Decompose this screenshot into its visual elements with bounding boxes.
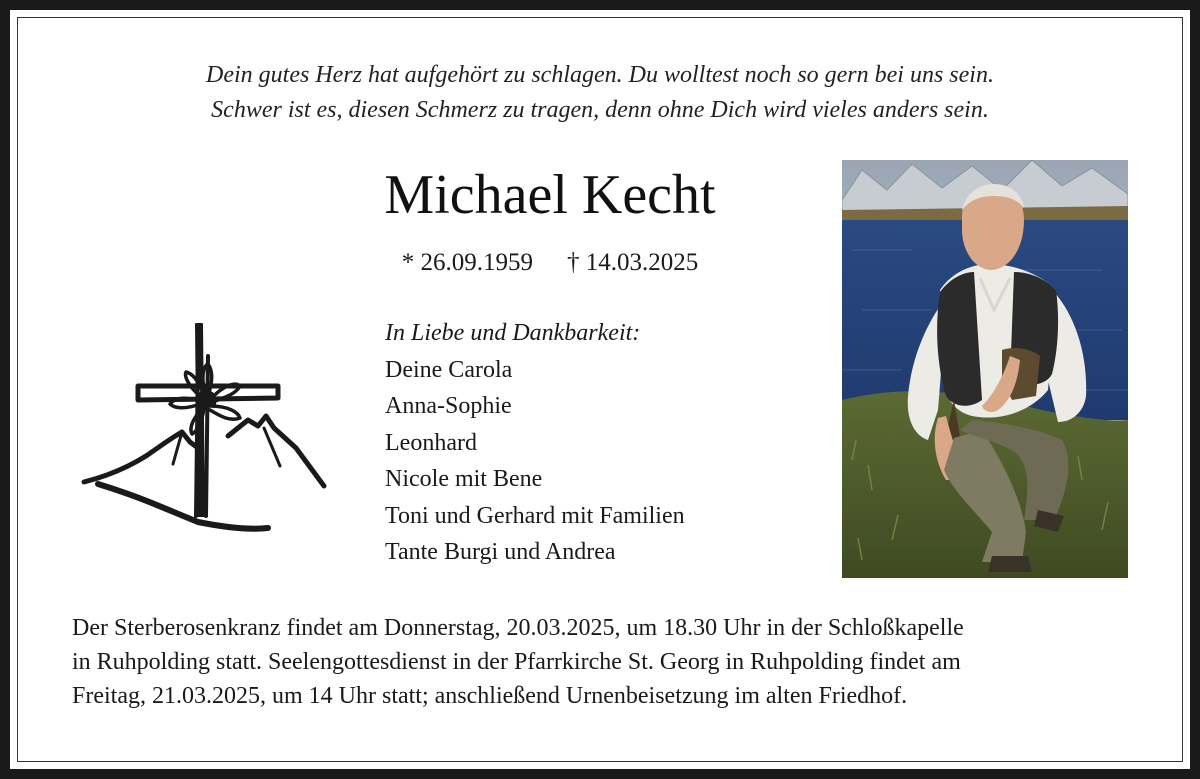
verse-line-1: Dein gutes Herz hat aufgehört zu schlagen. Du wolltest noch so gern bei uns sein. [206, 62, 994, 88]
funeral-notice [72, 611, 1132, 713]
portrait-photo [842, 160, 1128, 578]
verse-line-2: Schwer ist es, diesen Schmerz zu tragen, denn ohne Dich wird vieles anders sein. [211, 97, 989, 123]
memorial-verse [0, 58, 1200, 128]
summit-cross-edelweiss-icon [78, 316, 333, 538]
mourners-list [385, 315, 685, 571]
mourner-name: Leonhard [385, 429, 477, 456]
mourners-intro: In Liebe und Dankbarkeit: [385, 320, 641, 346]
mourner-name: Tante Burgi und Andrea [385, 539, 616, 565]
life-dates [300, 247, 800, 279]
portrait-illustration [842, 160, 1128, 578]
notice-line-3: Freitag, 21.03.2025, um 14 Uhr statt; anschließend Urnenbeisetzung im alten Friedhof. [72, 683, 908, 709]
mourner-name: Toni und Gerhard mit Familien [385, 502, 685, 529]
notice-line-2: in Ruhpolding statt. Seelengottesdienst in der Pfarrkirche St. Georg in Ruhpolding findet am [72, 649, 961, 675]
birth-date: * 26.09.1959 [401, 249, 533, 276]
deceased-name: Michael Kecht [384, 164, 716, 226]
mourner-name: Anna-Sophie [385, 393, 512, 419]
mourner-name: Nicole mit Bene [385, 466, 543, 492]
death-date: † 14.03.2025 [567, 249, 699, 276]
mourner-name: Deine Carola [385, 356, 513, 383]
notice-line-1: Der Sterberosenkranz findet am Donnerstag, 20.03.2025, um 18.30 Uhr in der Schloßkapelle [72, 615, 964, 641]
